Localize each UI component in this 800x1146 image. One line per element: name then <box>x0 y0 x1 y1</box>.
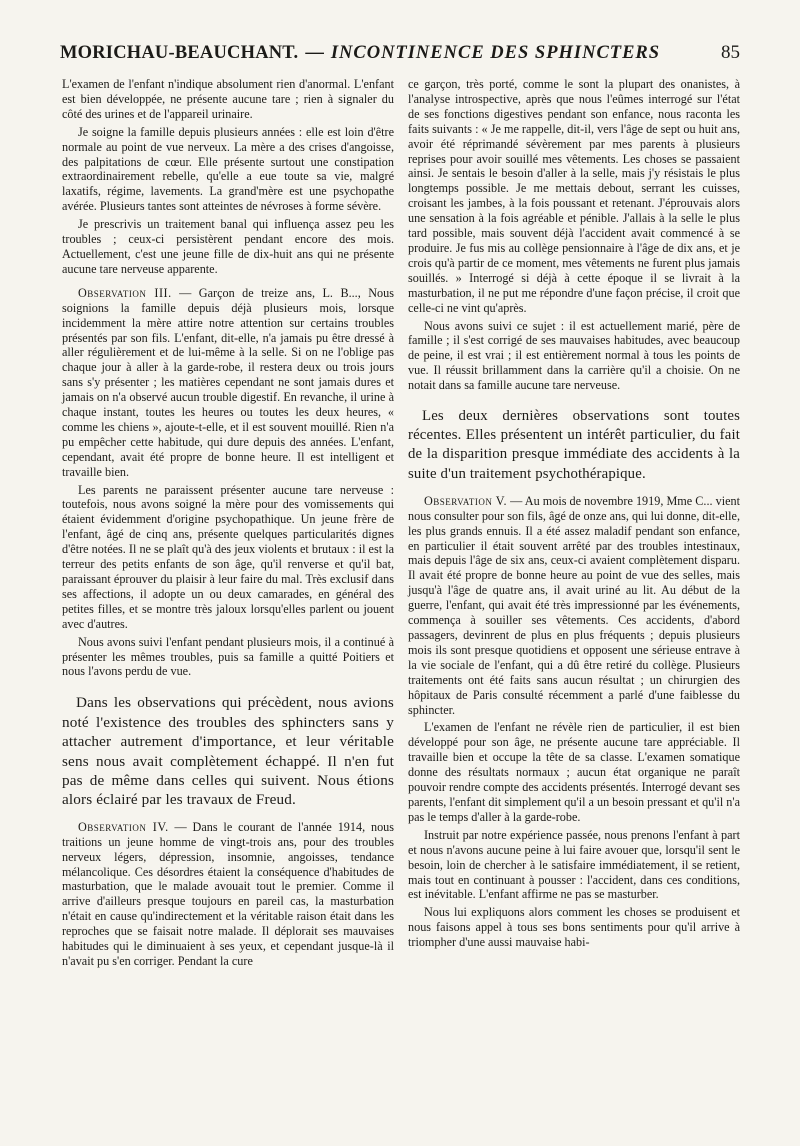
observation-text: — Garçon de treize ans, L. B..., Nous soignions la famille depuis déjà plusieurs mois, lorsque incidemment la mère attire notre attention sur certains troubles présentés par son fils. L'enfant, dit-elle, n'a jamais pu être dressé à aller régulièrement et de lui-même à la selle. Si on ne l'oblige pas chaque jour à aller à la garde-robe, il restera deux ou trois jours sans s'y présenter ; les matières cependant ne sont jamais dures et jamais on n'a observé aucun trouble digestif. En revanche, il urine à chaque instant, toutes les heures ou toutes les deux heures, « comme les chiens », ajoute-t-elle, et il est souvent mouillé. Rien n'a pu empêcher cette habitude, qui dure depuis des années. L'enfant, cependant, avait été propre de bonne heure. Il est intelligent et travaille bien. <box>62 285 394 479</box>
observation-text: — Au mois de novembre 1919, Mme C... vient nous consulter pour son fils, âgé de onze ans, qui lui donne, dit-elle, les plus grands ennuis. Il a été assez maladif pendant son enfance, en particulier il était souvent arrêté par des troubles intestinaux, mais depuis l'âge de six ans, ceux-ci avaient complètement disparu. Il avait été propre de bonne heure au point de vue des selles, mais jusqu'à l'âge de quatre ans, il avait uriné au lit. Au début de la guerre, l'enfant, qui avait été très impressionné par les événements, commença à souiller ses vêtements. Ces accidents, d'abord passagers, devinrent de plus en plus fréquents ; depuis plusieurs mois ils sont presque quotidiens et opposent une sérieuse entrave à la vie sociale de l'enfant, qui a dû être retiré du collège. Plusieurs traitements ont été faits sans aucun résultat ; un chirurgien des hôpitaux de Paris consulté récemment a parlé d'une faiblesse du sphincter. <box>408 493 740 717</box>
observation-label: Observation IV. <box>78 819 169 834</box>
paragraph: Instruit par notre expérience passée, nous prenons l'enfant à part et nous n'avons aucune peine à lui faire avouer que, lorsqu'il sent le besoin, loin de chercher à le satisfaire immédiatement, il se retient, mais tout en continuant à pousser : l'accident, dans ces conditions, est inévitable. L'enfant affirme ne pas se masturber. <box>408 827 740 902</box>
header-author: MORICHAU-BEAUCHANT. <box>60 43 299 63</box>
summary-paragraph: Les deux dernières observations sont toutes récentes. Elles présentent un intérêt particulier, du fait de la disparition presque immédiate des accidents à la suite d'un traitement psychothérapique. <box>408 408 740 482</box>
left-column <box>62 77 394 1128</box>
observation-3 <box>62 286 394 480</box>
paragraph: Nous lui expliquons alors comment les choses se produisent et nous faisons appel à tous ses bons sentiments pour qu'il arrive à triompher d'une aussi mauvaise habi- <box>408 905 740 950</box>
header-dash: — <box>305 43 324 63</box>
page-number: 85 <box>721 42 740 63</box>
paragraph: Je prescrivis un traitement banal qui influença assez peu les troubles ; ceux-ci persistèrent pendant encore des mois. Actuellement, c'est une jeune fille de dix-huit ans qui ne présente aucune tare nerveuse apparente. <box>62 217 394 276</box>
summary-paragraph: Dans les observations qui précèdent, nous avions noté l'existence des troubles des sphincters sans y attacher autrement d'importance, et leur véritable sens nous avait complètement échappé. Il n'en fut pas de même dans celles qui suivent. Nous étions alors éclairé par les travaux de Freud. <box>62 694 394 809</box>
paragraph: Les parents ne paraissent présenter aucune tare nerveuse : toutefois, nous avons soigné la mère pour des vomissements qui étaient évidemment d'origine psychopathique. Un jeune frère de l'enfant, âgé de cinq ans, présente quelques particularités dignes d'être notées. Il ne se plaît qu'à des jeux violents et brutaux : il est la terreur des petits enfants de son âge, qu'il renverse et qu'il bat, paraissant éprouver du plaisir à leur faire du mal. Très exclusif dans ses affections, il adopte un ou deux camarades, en général des petites filles, et se montre très jaloux lorsqu'elles parlent ou jouent avec d'autres. <box>62 482 394 631</box>
observation-text: — Dans le courant de l'année 1914, nous traitions un jeune homme de vingt-trois ans, pour des troubles nerveux légers, dépression, insomnie, angoisses, tendance mélancolique. Ces désordres étaient la conséquence d'habitudes de masturbation, que le malade avouait tout le premier. Comme il arrive d'ailleurs presque toujours en pareil cas, la masturbation n'était en cause qu'indirectement et la véritable raison était dans les reproches que se faisait notre malade. Il déplorait ses mauvaises habitudes qui le diminuaient à ses yeux, et cependant jusque-là il n'avait pu s'en corriger. Pendant la cure <box>62 819 394 968</box>
observation-label: Observation III. <box>78 285 172 300</box>
observation-5 <box>408 494 740 718</box>
right-column <box>408 77 740 1128</box>
paragraph: Je soigne la famille depuis plusieurs années : elle est loin d'être normale au point de vue nerveux. La mère a des crises d'angoisse, des palpitations de cœur. Elle présente surtout une constipation extraordinairement rebelle, qu'elle a eue toute sa vie, malgré laxatifs, régime, lavements. La grand'mère est une psychopathe avérée. Plusieurs tantes sont atteintes de névroses à forme sévère. <box>62 124 394 214</box>
paragraph: Nous avons suivi l'enfant pendant plusieurs mois, il a continué à présenter les mêmes troubles, puis sa famille a quitté Poitiers et nous l'avons perdu de vue. <box>62 634 394 679</box>
paragraph: Nous avons suivi ce sujet : il est actuellement marié, père de famille ; il s'est corrigé de ses mauvaises habitudes, avec beaucoup de peine, il est vrai ; il est entièrement normal à tous les points de vue. Il réussit brillamment dans la carrière qu'il a choisie. On ne notait dans sa famille aucune tare nerveuse. <box>408 318 740 393</box>
observation-4 <box>62 820 394 969</box>
observation-label: Observation V. <box>424 493 508 508</box>
paragraph: L'examen de l'enfant n'indique absolument rien d'anormal. L'enfant est bien développée, ne présente aucune tare ; rien à signaler du côté des urines et de l'appareil urinaire. <box>62 77 394 121</box>
paragraph: L'examen de l'enfant ne révèle rien de particulier, il est bien développé pour son âge, ne présente aucune tare appréciable. Il travaille bien et occupe la tête de sa classe. L'examen somatique donne des résultats normaux ; aucun état organique ne paraît pouvoir rendre compte des accidents présentés. Interrogé devant ses parents, l'enfant dit simplement qu'il a un besoin pressant et qu'il n'a pas le temps d'aller à la garde-robe. <box>408 720 740 824</box>
header-running-title: INCONTINENCE DES SPHINCTERS <box>330 43 661 63</box>
running-header <box>60 42 740 70</box>
paragraph: ce garçon, très porté, comme le sont la plupart des onanistes, à l'analyse introspective, après que nous l'eûmes interrogé sur l'état de ses fonctions digestives pendant son enfance, nous raconta les faits suivants : « Je me rappelle, dit-il, vers l'âge de sept ou huit ans, avoir été réprimandé sévèrement par mes parents à plusieurs reprises pour avoir souillé mes vêtements. Les choses se passaient ainsi. Je sentais le besoin d'aller à la selle, mais j'y résistais le plus longtemps possible. Je me mettais debout, serrant les cuisses, croisant les jambes, à la fois poussant et retenant. J'éprouvais alors une sensation à la fois agréable et pénible. J'allais à la selle le plus tard possible, mais souvent déjà l'accident avait commencé à se produire. Je fus mis au collège pensionnaire à l'âge de dix ans, et je crois qu'à partir de ce moment, mes vêtements ne furent plus jamais souillés. » Interrogé si déjà à cette époque il se livrait à la masturbation, il ne put me répondre d'une façon précise, il croit que celle-ci ne vint qu'après. <box>408 77 740 315</box>
